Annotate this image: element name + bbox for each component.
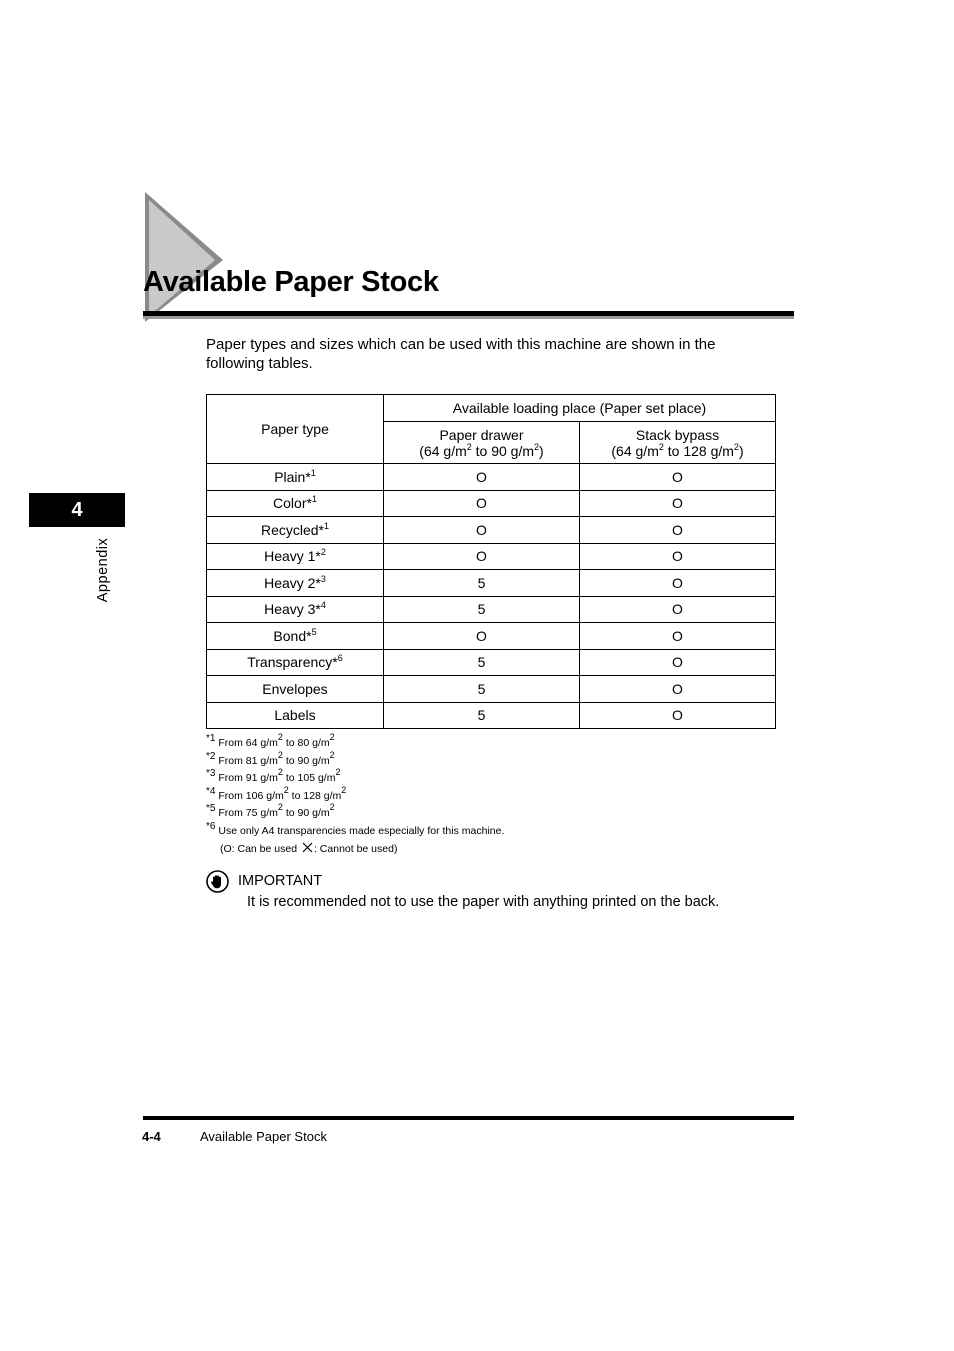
- footer-title: Available Paper Stock: [200, 1129, 327, 1144]
- table-row: [207, 676, 776, 703]
- bypass-cell: O: [580, 570, 776, 597]
- paper-type-cell: Heavy 3*$^4$: [207, 596, 384, 623]
- x-mark-icon: [302, 842, 313, 853]
- important-label: IMPORTANT: [238, 873, 323, 889]
- paper-type-cell: Plain*$^1$: [207, 464, 384, 491]
- title-underline-shadow: [143, 316, 794, 319]
- drawer-cell: O: [384, 517, 580, 544]
- drawer-cell: O: [384, 623, 580, 650]
- header-stack-bypass: Stack bypass (64 $g/m^2$ to 128 $g/m^2$): [580, 422, 776, 464]
- paper-type-cell: Labels: [207, 702, 384, 729]
- legend-line: (O: Can be used : Cannot be used): [220, 842, 398, 855]
- chapter-number-tab: 4: [29, 493, 125, 527]
- paper-type-cell: Bond*$^5$: [207, 623, 384, 650]
- paper-type-cell: Transparency*$^6$: [207, 649, 384, 676]
- chapter-name: Appendix: [95, 537, 111, 603]
- drawer-cell: O: [384, 543, 580, 570]
- paper-type-cell: Recycled*$^1$: [207, 517, 384, 544]
- paper-stock-table: [206, 394, 776, 729]
- table-row: [207, 649, 776, 676]
- footnote: *6 Use only A4 transparencies made especially for this machine.: [206, 820, 505, 837]
- drawer-cell: 5: [384, 596, 580, 623]
- table-row: [207, 570, 776, 597]
- footnote: *4 From 106 $g/m^2$ to 128 $g/m^2$: [206, 784, 347, 802]
- footer-page-number: 4-4: [142, 1129, 161, 1144]
- bypass-cell: O: [580, 623, 776, 650]
- title-triangle-icon: [143, 192, 253, 322]
- paper-type-cell: Heavy 2*$^3$: [207, 570, 384, 597]
- bypass-cell: O: [580, 464, 776, 491]
- table-row: [207, 517, 776, 544]
- table-row: [207, 543, 776, 570]
- table-row: [207, 702, 776, 729]
- drawer-cell: 5: [384, 702, 580, 729]
- footnote: *2 From 81 $g/m^2$ to 90 $g/m^2$: [206, 749, 335, 767]
- drawer-cell: O: [384, 490, 580, 517]
- drawer-cell: 5: [384, 676, 580, 703]
- important-text: It is recommended not to use the paper with anything printed on the back.: [247, 894, 720, 910]
- table-row: [207, 464, 776, 491]
- drawer-cell: 5: [384, 570, 580, 597]
- bypass-cell: O: [580, 490, 776, 517]
- table-row: [207, 490, 776, 517]
- bypass-cell: O: [580, 676, 776, 703]
- header-loading-place: Available loading place (Paper set place): [384, 395, 776, 422]
- bypass-cell: O: [580, 517, 776, 544]
- paper-type-cell: Color*$^1$: [207, 490, 384, 517]
- bypass-cell: O: [580, 543, 776, 570]
- footnote: *5 From 75 $g/m^2$ to 90 $g/m^2$: [206, 802, 335, 820]
- header-paper-type: Paper type: [207, 395, 384, 464]
- footnotes: [206, 732, 766, 858]
- footnote: *3 From 91 $g/m^2$ to 105 $g/m^2$: [206, 767, 341, 785]
- footer-rule: [143, 1116, 794, 1120]
- table-row: [207, 623, 776, 650]
- bypass-cell: O: [580, 596, 776, 623]
- bypass-cell: O: [580, 649, 776, 676]
- drawer-cell: 5: [384, 649, 580, 676]
- page-title: Available Paper Stock: [143, 266, 439, 298]
- footnote: *1 From 64 $g/m^2$ to 80 $g/m^2$: [206, 732, 335, 749]
- paper-type-cell: Envelopes: [207, 676, 384, 703]
- hand-stop-icon: [206, 870, 229, 893]
- bypass-cell: O: [580, 702, 776, 729]
- drawer-cell: O: [384, 464, 580, 491]
- paper-type-cell: Heavy 1*$^2$: [207, 543, 384, 570]
- intro-paragraph: Paper types and sizes which can be used with this machine are shown in the following tables.: [206, 336, 716, 372]
- header-paper-drawer: Paper drawer (64 $g/m^2$ to 90 $g/m^2$): [384, 422, 580, 464]
- table-row: [207, 596, 776, 623]
